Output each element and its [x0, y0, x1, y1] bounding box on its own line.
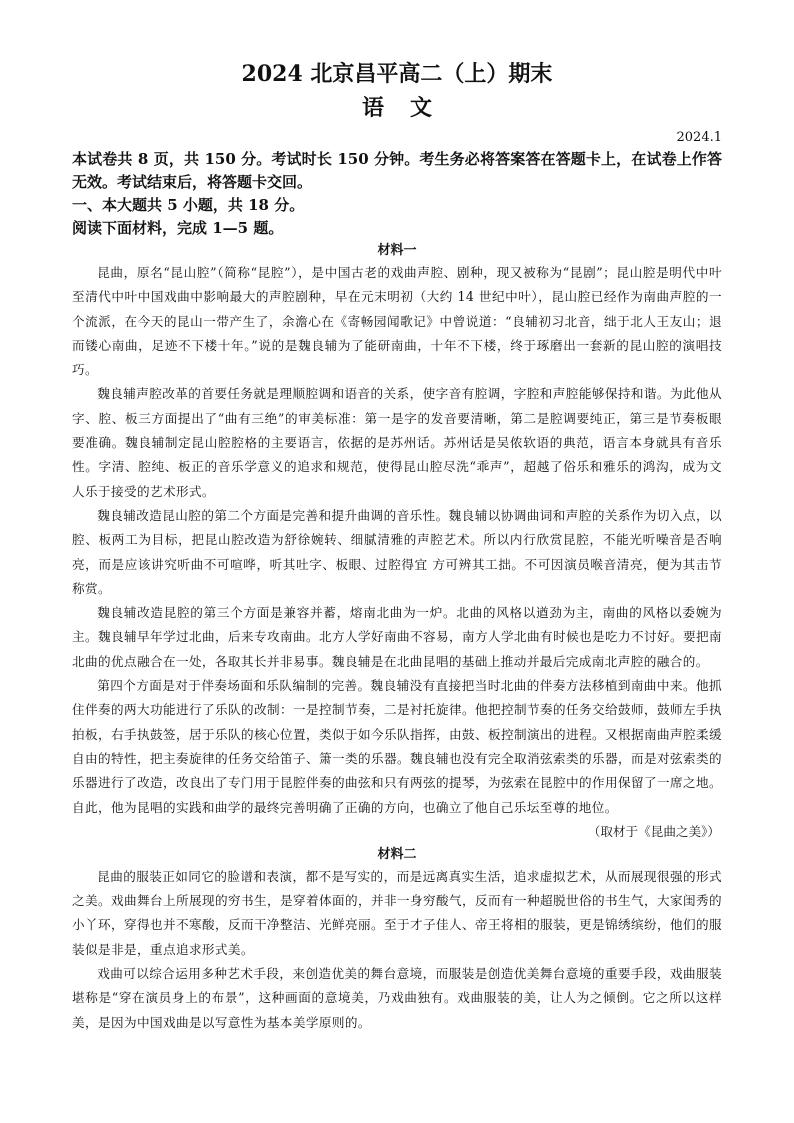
- material-one-title: 材料一: [377, 243, 417, 258]
- material-one-source: （取材于《昆曲之美》）: [587, 823, 720, 839]
- material-two-paragraph: 戏曲可以综合运用多种艺术手段，来创造优美的舞台意境，而服装是创造优美舞台意境的重要手段，戏曲服装堪称是“穿在演员身上的布景”，这种画面的意境美，乃戏曲独有。戏曲服装的美，让人为之倾倒。它之所以这样美，是因为中国戏曲是以写意性为基本美学原则的。: [72, 966, 722, 1030]
- subject-title: 语文: [361, 95, 458, 121]
- material-one-paragraph: 魏良辅改造昆山腔的第二个方面是完善和提升曲调的音乐性。魏良辅以协调曲词和声腔的关系作为切入点，以腔、板两工为目标，把昆山腔改造为舒徐婉转、细腻清雅的声腔艺术。所以内行欣赏昆腔，不能光听噪音是否响亮，而是应该讲究听曲不可喧哗，听其吐字、板眼、过腔得宜 方可辨其工拙。不可因演员喉音清亮，便为其击节称赏。: [72, 507, 722, 596]
- material-two-paragraph: 昆曲的服装正如同它的脸谱和表演，都不是写实的，而是远离真实生活，追求虚拟艺术，从而展现很强的形式之美。戏曲舞台上所展现的穷书生，是穿着体面的，并非一身穷酸气，反而有一种超脱世俗的书生气，大家闺秀的小丫环，穿得也并不寒酸，反而干净整洁、光鲜亮丽。至于才子佳人、帝王将相的服装，更是锦绣缤纷，他们的服装似是非是，重点追求形式美。: [72, 868, 722, 957]
- material-one-paragraph: 魏良辅改造昆腔的第三个方面是兼容并蓄，熔南北曲为一炉。北曲的风格以遒劲为主，南曲的风格以委婉为主。魏良辅早年学过北曲，后来专攻南曲。北方人学好南曲不容易，南方人学北曲有时候也是吃力不讨好。要把南北曲的优点融合在一处，各取其长并非易事。魏良辅是在北曲昆唱的基础上推动并最后完成南北声腔的融合的。: [72, 605, 722, 669]
- exam-instructions: 本试卷共 8 页，共 150 分。考试时长 150 分钟。考生务必将答案答在答题卡上，在试卷上作答无效。考试结束后，将答题卡交回。: [72, 150, 722, 191]
- reading-prompt: 阅读下面材料，完成 1—5 题。: [72, 219, 284, 237]
- section-heading: 一、本大题共 5 小题，共 18 分。: [72, 196, 305, 214]
- material-one-paragraph: 魏良辅声腔改革的首要任务就是理顺腔调和语音的关系，使字音有腔调，字腔和声腔能够保持和谐。为此他从字、腔、板三方面提出了“曲有三绝”的审美标准：第一是字的发音要清晰，第二是腔调要纯正，第三是节奏板眼要准确。魏良辅制定昆山腔腔格的主要语言，依据的是苏州话。苏州话是吴侬软语的典范，语言本身就具有音乐性。字清、腔纯、板正的音乐学意义的追求和规范，使得昆山腔尽洗“乖声”，超越了俗乐和雅乐的鸿沟，成为文人乐于接受的艺术形式。: [72, 386, 722, 499]
- material-one-paragraph: 第四个方面是对于伴奏场面和乐队编制的完善。魏良辅没有直接把当时北曲的伴奏方法移植到南曲中来。他抓住伴奏的两大功能进行了乐队的改制：一是控制节奏，二是衬托旋律。他把控制节奏的任务交给鼓师，鼓师左手执拍板，右手执鼓签，居于乐队的核心位置，类似于如今乐队指挥，由鼓、板控制演出的进程。又根据南曲声腔柔缓自由的特性，把主奏旋律的任务交给笛子、箫一类的乐器。魏良辅也没有完全取消弦索类的乐器，而是对弦索类的乐器进行了改造，改良出了专门用于昆腔伴奏的曲弦和只有两弦的提琴，为弦索在昆腔中的作用保留了一席之地。自此，他为昆唱的实践和曲学的最终完善明确了正确的方向，也确立了他自己乐坛至尊的地位。: [72, 678, 722, 815]
- material-two-title: 材料二: [377, 846, 417, 862]
- material-one-paragraph: 昆曲，原名“昆山腔”（简称“昆腔”），是中国古老的戏曲声腔、剧种，现又被称为“昆剧”；昆山腔是明代中叶至清代中叶中国戏曲中影响最大的声腔剧种，早在元末明初（大约 14 世纪中叶），昆山腔已经作为南曲声腔的一个流派，在今天的昆山一带产生了，余澹心在《寄畅园闻歌记》中曾说道：“良辅初习北音，绌于北人王友山；退而镂心南曲，足迹不下楼十年。”说的是魏良辅为了能研南曲，十年不下楼，终于琢磨出一套新的昆山腔的演唱技巧。: [72, 265, 722, 378]
- exam-date: 2024.1: [676, 130, 722, 145]
- page-title: 2024 北京昌平高二（上）期末: [241, 61, 553, 87]
